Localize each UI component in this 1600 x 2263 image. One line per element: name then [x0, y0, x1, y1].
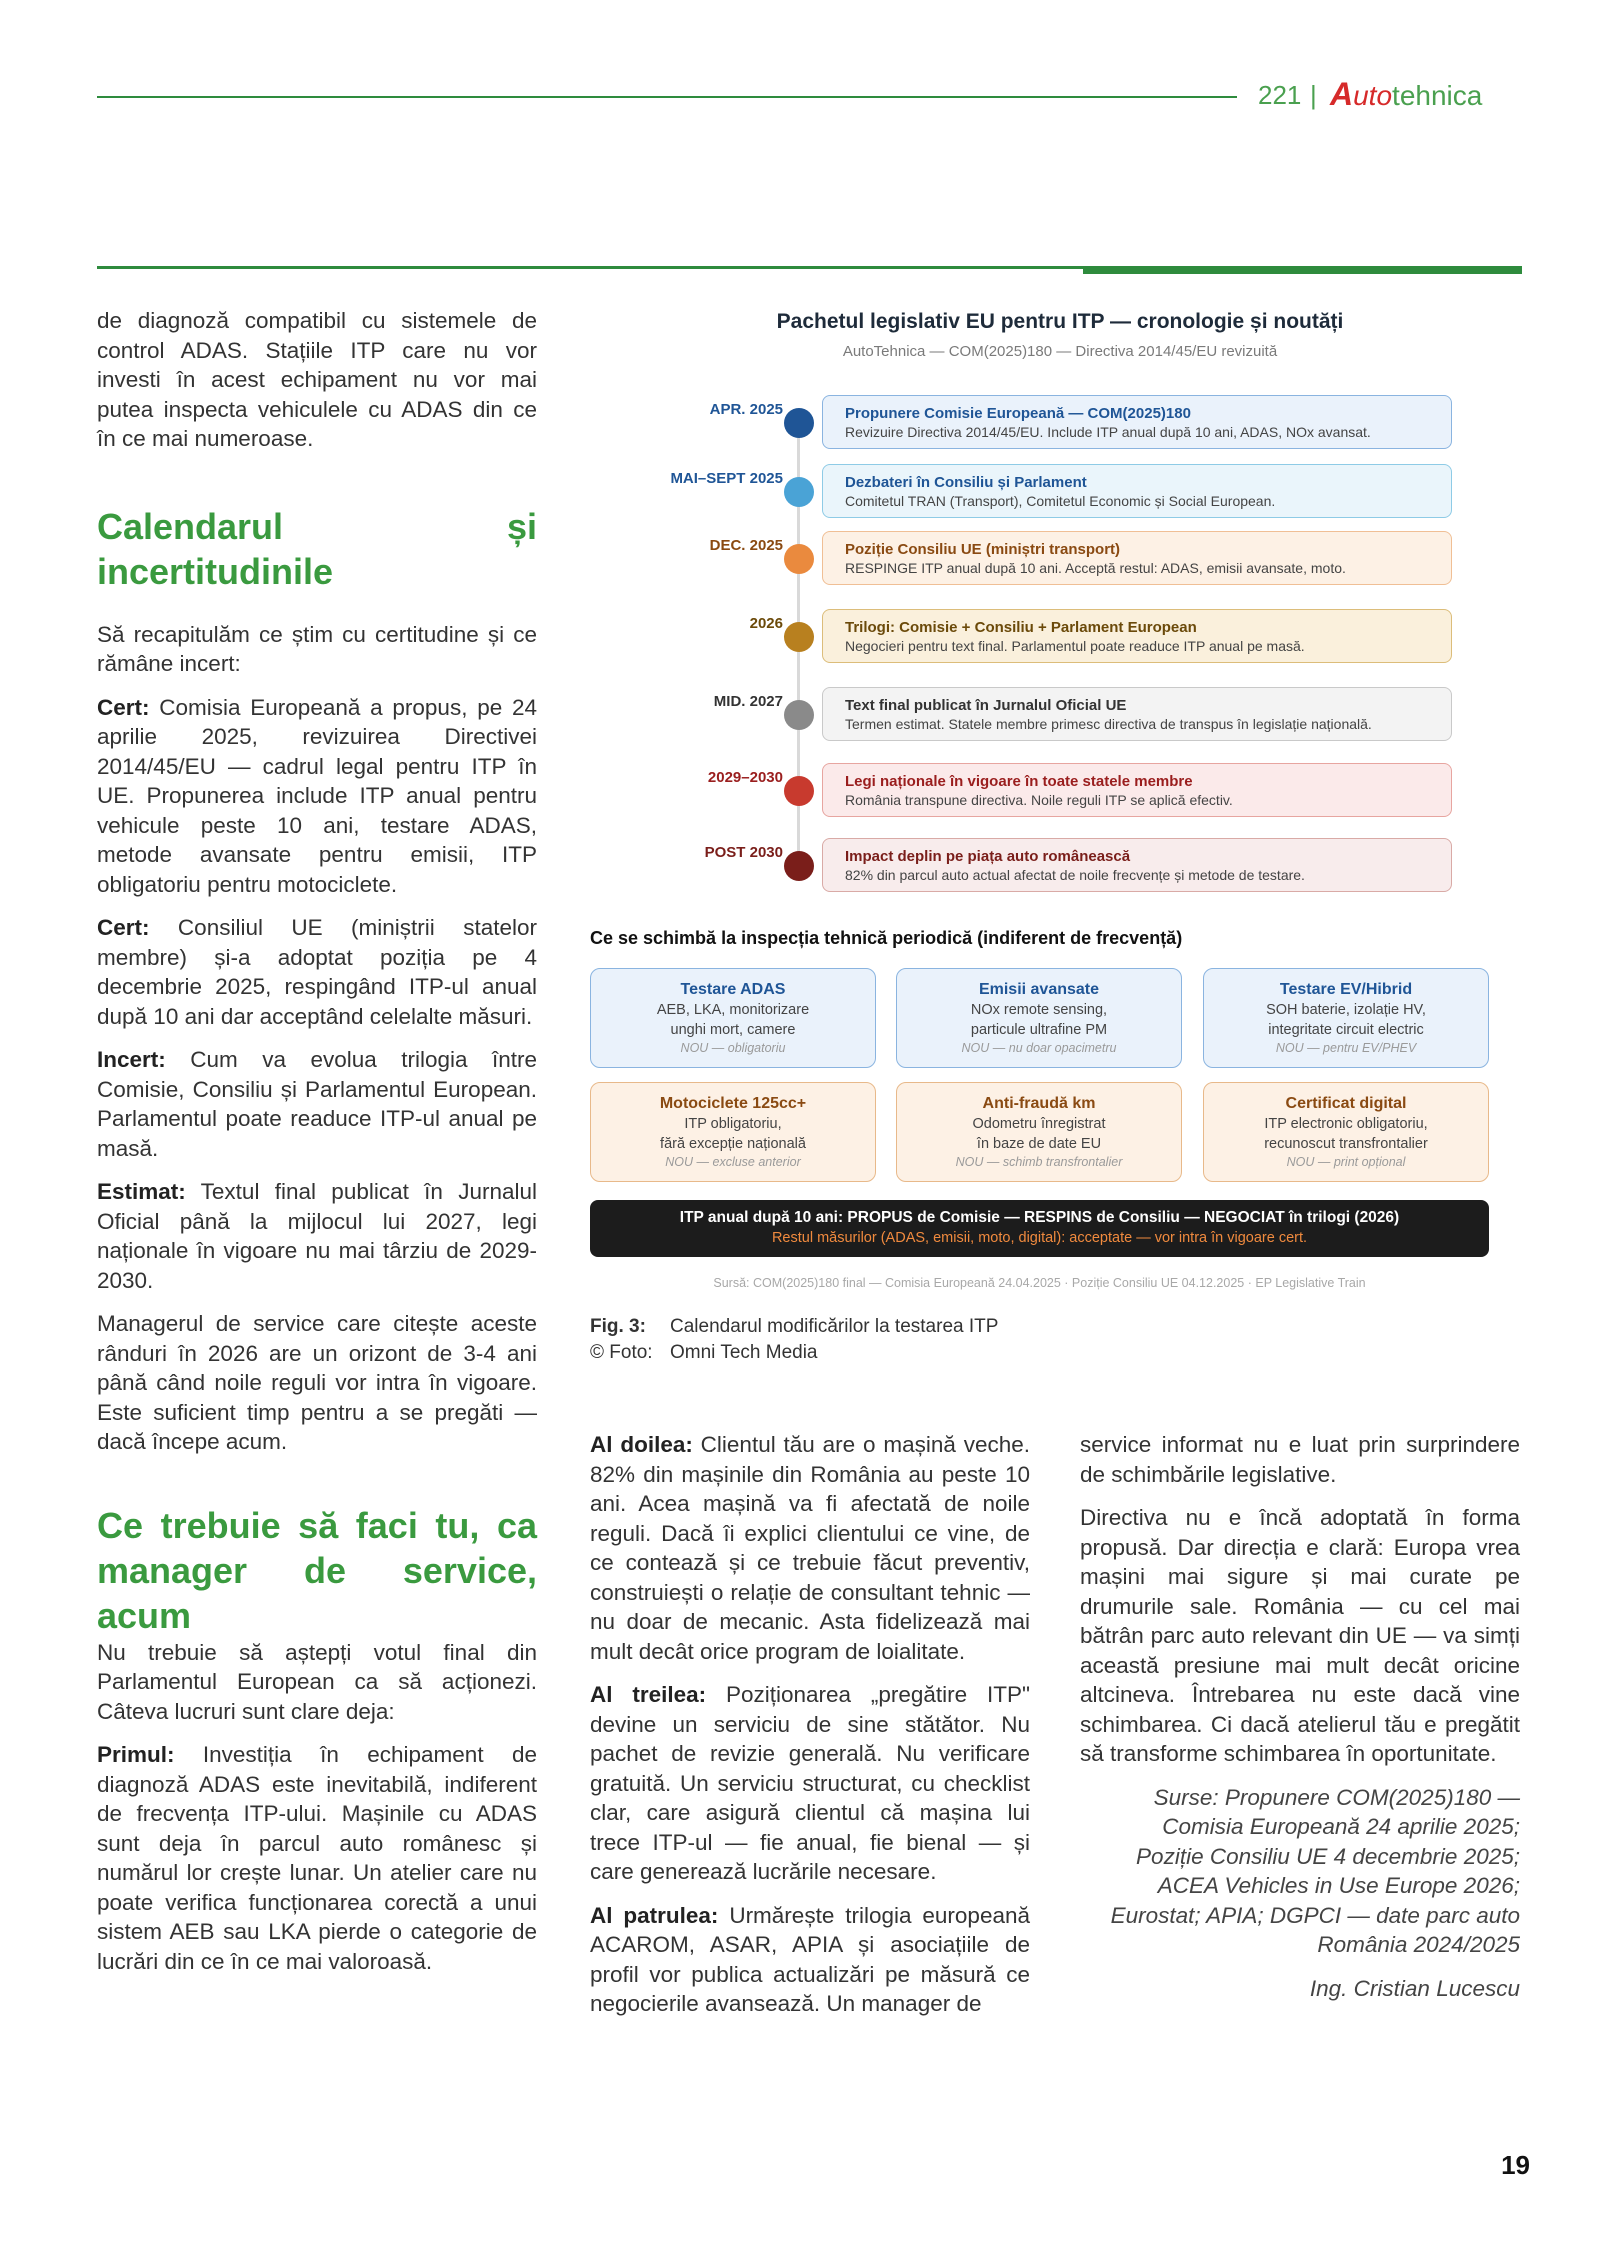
change-card-note: NOU — excluse anterior: [665, 1155, 801, 1169]
changes-title: Ce se schimbă la inspecția tehnică periodică (indiferent de frecvență): [590, 928, 1183, 948]
timeline-event-title: Trilogi: Comisie + Consiliu + Parlament European: [845, 619, 1197, 636]
change-card-note: NOU — nu doar opacimetru: [961, 1041, 1117, 1055]
paragraph-manager: Managerul de service care citește aceste rânduri în 2026 are un orizont de 3-4 ani până când noile reguli vor intra în vigoare. Este suficient timp pentru a se pregăti — dacă începe acum.: [97, 1311, 537, 1454]
timeline-event-desc: Revizuire Directiva 2014/45/EU. Include ITP anual după 10 ani, ADAS, NOx avansat.: [845, 424, 1371, 440]
section-rule-accent: [1083, 266, 1522, 274]
change-card-desc: Odometru înregistrat: [972, 1116, 1106, 1132]
change-card-note: NOU — print opțional: [1286, 1155, 1406, 1169]
paragraph-third: Al treilea: Poziționarea „pregătire ITP" devine un serviciu de sine stătător. Nu pachet de revizie generală. Nu verificare gratuită. Un serviciu structurat, cu checklist clar, care asigură clientul că mașina lui trece ITP-ul — fie anual, fie bienal — și care generează lucrările necesare.: [590, 1682, 1030, 1884]
timeline-event-title: Dezbateri în Consiliu și Parlament: [845, 474, 1087, 491]
paragraph-first: Primul: Investiția în echipament de diagnoză ADAS este inevitabilă, indiferent de frecvența ITP-ului. Mașinile cu ADAS sunt deja în parcul auto românesc și numărul lor crește lunar. Un atelier care nu poate verifica funcționarea corectă a unui sistem AEB sau LKA pierde o categorie de lucrări din ce în ce mai valoroasă.: [97, 1742, 537, 1974]
timeline-date: 2026: [749, 615, 783, 632]
timeline-date: MID. 2027: [713, 693, 783, 710]
timeline-dot: [784, 408, 814, 438]
change-card-note: NOU — obligatoriu: [680, 1041, 786, 1055]
timeline-event-desc: 82% din parcul auto actual afectat de noile frecvențe și metode de testare.: [845, 867, 1305, 883]
timeline-dot: [784, 776, 814, 806]
change-card: [590, 968, 876, 1068]
timeline-date: DEC. 2025: [709, 537, 783, 554]
summary-bar-line-2: Restul măsurilor (ADAS, emisii, moto, digital): acceptate — vor intra în vigoare cert.: [771, 1230, 1308, 1246]
timeline-event: [822, 464, 1452, 518]
change-card: [896, 968, 1182, 1068]
change-card-note: NOU — pentru EV/PHEV: [1275, 1041, 1417, 1055]
timeline-event: [822, 763, 1452, 817]
timeline-dot: [784, 477, 814, 507]
timeline-date: MAI–SEPT 2025: [670, 470, 783, 487]
header-page-number: 221: [1258, 80, 1302, 110]
change-card-desc: ITP electronic obligatoriu,: [1264, 1116, 1428, 1132]
change-card-desc: integritate circuit electric: [1268, 1022, 1424, 1038]
paragraph-cert-2: Cert: Consiliul UE (miniștrii statelor membre) și-a adoptat poziția pe 4 decembrie 2025, respingând ITP-ul anual după 10 ani dar acceptând celelalte măsuri.: [97, 915, 537, 1029]
paragraph-estimat: Estimat: Textul final publicat în Jurnalul Oficial până la mijlocul lui 2027, legi naționale în vigoare nu mai târziu de 2029-2030.: [97, 1179, 537, 1293]
timeline-event-desc: Negocieri pentru text final. Parlamentul poate readuce ITP anual pe masă.: [845, 638, 1305, 654]
change-card-title: Anti-fraudă km: [982, 1095, 1096, 1112]
paragraph-service-informat: service informat nu e luat prin surprindere de schimbările legislative.: [1080, 1432, 1520, 1487]
change-card-desc: unghi mort, camere: [670, 1022, 796, 1038]
summary-bar-line-1: ITP anual după 10 ani: PROPUS de Comisie — RESPINS de Consiliu — NEGOCIAT în trilogi (2026): [679, 1209, 1400, 1226]
timeline-event-title: Legi naționale în vigoare în toate statele membre: [845, 773, 1193, 790]
change-card-title: Motociclete 125cc+: [659, 1095, 807, 1112]
timeline-dot: [784, 851, 814, 881]
figure-title: Pachetul legislativ EU pentru ITP — cronologie și noutăți: [776, 310, 1344, 333]
paragraph-second: Al doilea: Clientul tău are o mașină veche. 82% din mașinile din România au peste 10 ani. Acea mașină va fi afectată de noile reguli. Dacă îi explici clientului ce vine, de ce contează și ce trebuie făcut preventiv, construiești o relație de consultant tehnic — nu doar de mecanic. Asta fidelizează mai mult decât orice program de loialitate.: [590, 1432, 1030, 1664]
change-card-title: Emisii avansate: [978, 981, 1100, 998]
timeline-event-title: Text final publicat în Jurnalul Oficial UE: [845, 697, 1127, 714]
timeline-event-desc: RESPINGE ITP anual după 10 ani. Acceptă restul: ADAS, emisii avansate, moto.: [845, 560, 1346, 576]
heading-action: Ce trebuie să faci tu, ca manager de service, acum: [97, 1504, 537, 1636]
timeline-event-desc: România transpune directiva. Noile reguli ITP se aplică efectiv.: [845, 792, 1233, 808]
middle-column: [590, 1430, 1030, 2033]
change-card-note: NOU — schimb transfrontalier: [955, 1155, 1123, 1169]
paragraph-recap: Să recapitulăm ce știm cu certitudine și ce rămâne incert:: [97, 621, 537, 676]
change-card-desc: recunoscut transfrontalier: [1264, 1136, 1428, 1152]
header-rule: [97, 96, 1237, 98]
summary-bar: [590, 1200, 1489, 1257]
change-card: [1203, 1082, 1489, 1182]
change-card-desc: SOH baterie, izolație HV,: [1266, 1002, 1426, 1018]
timeline-date: POST 2030: [704, 844, 783, 861]
timeline-event: [822, 687, 1452, 741]
change-card-title: Testare EV/Hibrid: [1279, 981, 1413, 998]
paragraph-intro: de diagnoză compatibil cu sistemele de control ADAS. Stațiile ITP care nu vor investi în acest echipament nu vor mai putea inspecta vehiculele cu ADAS din ce în ce mai numeroase.: [97, 308, 537, 451]
timeline-event-title: Propunere Comisie Europeană — COM(2025)180: [845, 405, 1191, 422]
timeline-event: [822, 838, 1452, 892]
timeline-event: [822, 609, 1452, 663]
timeline-event-desc: Termen estimat. Statele membre primesc directiva de transpus în legislație națională.: [845, 716, 1372, 732]
change-card: [590, 1082, 876, 1182]
figure-caption-label: Fig. 3:: [590, 1316, 646, 1337]
timeline-event: [822, 531, 1452, 585]
paragraph-cert-1: Cert: Comisia Europeană a propus, pe 24 aprilie 2025, revizuirea Directivei 2014/45/EU — cadrul legal pentru ITP în UE. Propunerea include ITP anual pentru vehicule peste 10 ani, testare ADAS, metode avansate pentru emisii, ITP obligatoriu pentru motociclete.: [97, 694, 537, 897]
change-card-desc: ITP obligatoriu,: [684, 1116, 782, 1132]
change-card-desc: în baze de date EU: [976, 1136, 1102, 1152]
change-card-desc: NOx remote sensing,: [970, 1002, 1108, 1018]
header-separator: |: [1310, 80, 1317, 110]
timeline-event-desc: Comitetul TRAN (Transport), Comitetul Economic și Social European.: [845, 493, 1276, 509]
timeline-event: [822, 395, 1452, 449]
right-column: [1080, 1430, 1520, 2017]
left-column: [97, 306, 537, 1990]
figure-subtitle: AutoTehnica — COM(2025)180 — Directiva 2014/45/EU revizuită: [842, 343, 1278, 360]
author-signature: Ing. Cristian Lucescu: [1309, 1975, 1520, 2001]
timeline-dot: [784, 544, 814, 574]
timeline-dot: [784, 622, 814, 652]
figure-caption-text: Calendarul modificărilor la testarea ITP: [670, 1316, 999, 1337]
figure-source: Sursă: COM(2025)180 final — Comisia Europeană 24.04.2025 · Poziție Consiliu UE 04.12.2025 · EP Legislative Train: [713, 1276, 1366, 1290]
change-card-desc: particule ultrafine PM: [970, 1022, 1108, 1038]
magazine-logo: Autotehnica: [1330, 76, 1483, 112]
paragraph-vote: Nu trebuie să aștepți votul final din Parlamentul European ca să acționezi. Câteva lucruri sunt clare deja:: [97, 1639, 537, 1724]
photo-credit-text: Omni Tech Media: [670, 1342, 818, 1363]
sources-note: Surse: Propunere COM(2025)180 — Comisia Europeană 24 aprilie 2025; Poziție Consiliu UE 4 decembrie 2025; ACEA Vehicles in Use Europe 2026; Eurostat; APIA; DGPCI — date parc auto România 2024/2025: [1110, 1784, 1520, 1957]
timeline-event-title: Impact deplin pe piața auto românească: [845, 848, 1131, 865]
timeline-date: 2029–2030: [707, 769, 783, 786]
heading-calendar: Calendarul și incertitudinile: [97, 505, 537, 592]
paragraph-fourth: Al patrulea: Urmărește trilogia europeană ACAROM, ASAR, APIA și asociațiile de profil vor publica actualizări pe măsură ce negocierile avansează. Un manager de: [590, 1902, 1030, 2016]
timeline-date: APR. 2025: [709, 401, 783, 418]
timeline-dot: [784, 700, 814, 730]
paragraph-directiva: Directiva nu e încă adoptată în forma propusă. Dar direcția e clară: Europa vrea mașini mai sigure și mai curate pe drumurile sale. România — cu cel mai bătrân parc auto relevant din UE — va simți această presiune mai mult decât oricine altcineva. Întrebarea nu este dacă vine schimbarea. Ci dacă atelierul tău e pregătit să transforme schimbarea în oportunitate.: [1080, 1505, 1520, 1766]
change-card-title: Testare ADAS: [680, 981, 786, 998]
paragraph-incert: Incert: Cum va evolua trilogia între Comisie, Consiliu și Parlamentul European. Parlamentul poate readuce ITP-ul anual pe masă.: [97, 1047, 537, 1161]
change-card: [1203, 968, 1489, 1068]
change-card: [896, 1082, 1182, 1182]
change-card-desc: fără excepție națională: [660, 1136, 806, 1152]
page-number: 19: [1501, 2150, 1530, 2180]
timeline-event-title: Poziție Consiliu UE (miniștri transport): [845, 541, 1121, 558]
change-card-title: Certificat digital: [1285, 1095, 1407, 1112]
photo-credit-label: © Foto:: [590, 1342, 653, 1363]
change-card-desc: AEB, LKA, monitorizare: [656, 1002, 810, 1018]
